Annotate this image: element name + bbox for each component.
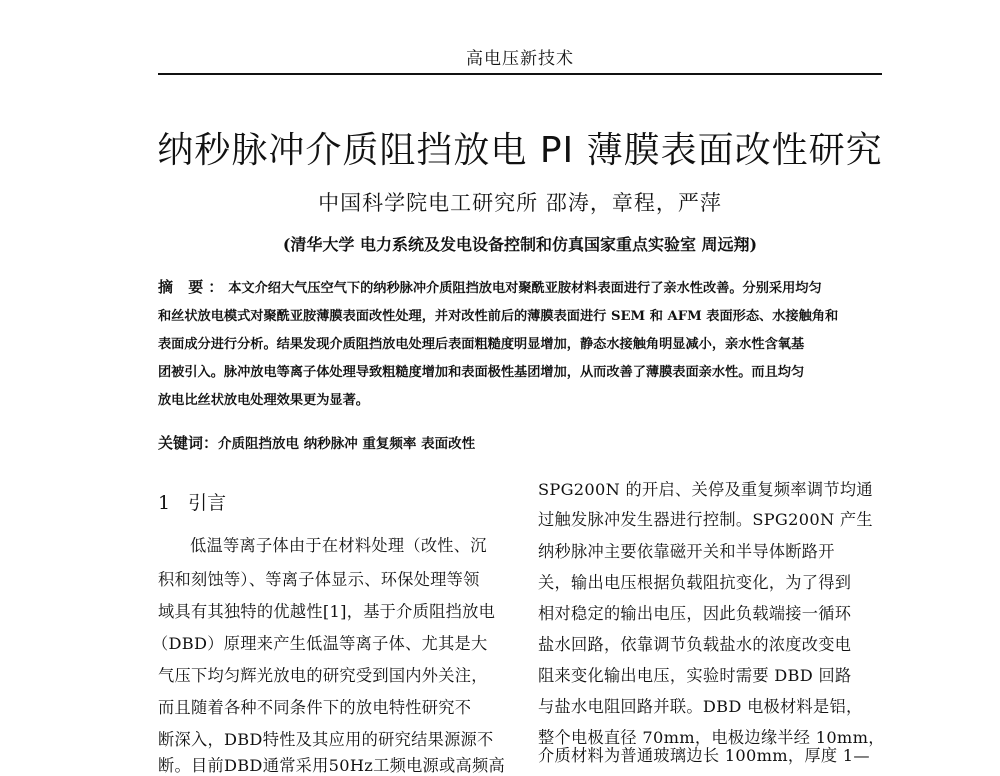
body-line: 介质材料为普通玻璃边长 100mm，厚度 1— <box>538 746 870 765</box>
body-line: 关，输出电压根据负载阻抗变化，为了得到 <box>538 573 852 592</box>
body-line: 气压下均匀辉光放电的研究受到国内外关注， <box>158 666 488 685</box>
section-heading <box>158 488 226 515</box>
abstract <box>158 273 882 415</box>
section-number: 1 <box>158 492 171 514</box>
abstract-label: 摘 要： <box>158 278 229 296</box>
header-rule <box>158 73 882 75</box>
abstract-line <box>158 273 882 303</box>
body-line: 而且随着各种不同条件下的放电特性研究不 <box>158 698 472 717</box>
abstract-line: 放电比丝状放电处理效果更为显著。 <box>158 393 369 408</box>
body-line: 低温等离子体由于在材料处理（改性、沉 <box>190 536 487 555</box>
body-line: 纳秒脉冲主要依靠磁开关和半导体断路开 <box>538 542 835 561</box>
body-line: 积和刻蚀等）、等离子体显示、环保处理等领 <box>158 570 480 589</box>
abstract-line: 和丝状放电模式对聚酰亚胺薄膜表面改性处理，并对改性前后的薄膜表面进行 SEM 和 AFM 表面形态、水接触角和 <box>158 309 839 324</box>
body-line: 过触发脉冲发生器进行控制。SPG200N 产生 <box>538 510 873 529</box>
section-title: 引言 <box>188 492 227 514</box>
body-line: 相对稳定的输出电压，因此负载端接一循环 <box>538 604 852 623</box>
body-line: 盐水回路，依靠调节负载盐水的浓度改变电 <box>538 635 852 654</box>
body-line: 断深入，DBD特性及其应用的研究结果源源不 <box>158 730 494 749</box>
abstract-text: 本文介绍大气压空气下的纳秒脉冲介质阻挡放电对聚酰亚胺材料表面进行了亲水性改善。分别采用均匀 <box>228 281 822 296</box>
abstract-line: 表面成分进行分析。结果发现介质阻挡放电处理后表面粗糙度明显增加，静态水接触角明显减小，亲水性含氧基 <box>158 337 805 352</box>
keywords-text: 介质阻挡放电 纳秒脉冲 重复频率 表面改性 <box>218 436 476 452</box>
paper-affiliation: (清华大学 电力系统及发电设备控制和仿真国家重点实验室 周远翔) <box>282 235 758 254</box>
abstract-line: 团被引入。脉冲放电等离子体处理导致粗糙度增加和表面极性基团增加，从而改善了薄膜表面亲水性。而且均匀 <box>158 365 805 380</box>
body-line: 断。目前DBD通常采用50Hz工频电源或高频高 <box>158 756 505 775</box>
body-line: 域具有其独特的优越性[1]，基于介质阻挡放电 <box>158 602 496 621</box>
keywords <box>158 432 882 453</box>
body-line: 阻来变化输出电压，实验时需要 DBD 回路 <box>538 666 852 685</box>
body-line: （DBD）原理来产生低温等离子体、尤其是大 <box>152 634 488 653</box>
body-line: 整个电极直径 70mm，电极边缘半经 10mm， <box>538 728 885 747</box>
keywords-label: 关键词： <box>158 434 219 452</box>
body-line: 与盐水电阻回路并联。DBD 电极材料是铝， <box>538 697 863 716</box>
journal-section-header: 高电压新技术 <box>466 49 574 69</box>
paper-title: 纳秒脉冲介质阻挡放电 PI 薄膜表面改性研究 <box>157 130 883 171</box>
paper-authors: 中国科学院电工研究所 邵涛，章程，严萍 <box>318 191 722 215</box>
body-line: SPG200N 的开启、关停及重复频率调节均通 <box>538 480 873 499</box>
